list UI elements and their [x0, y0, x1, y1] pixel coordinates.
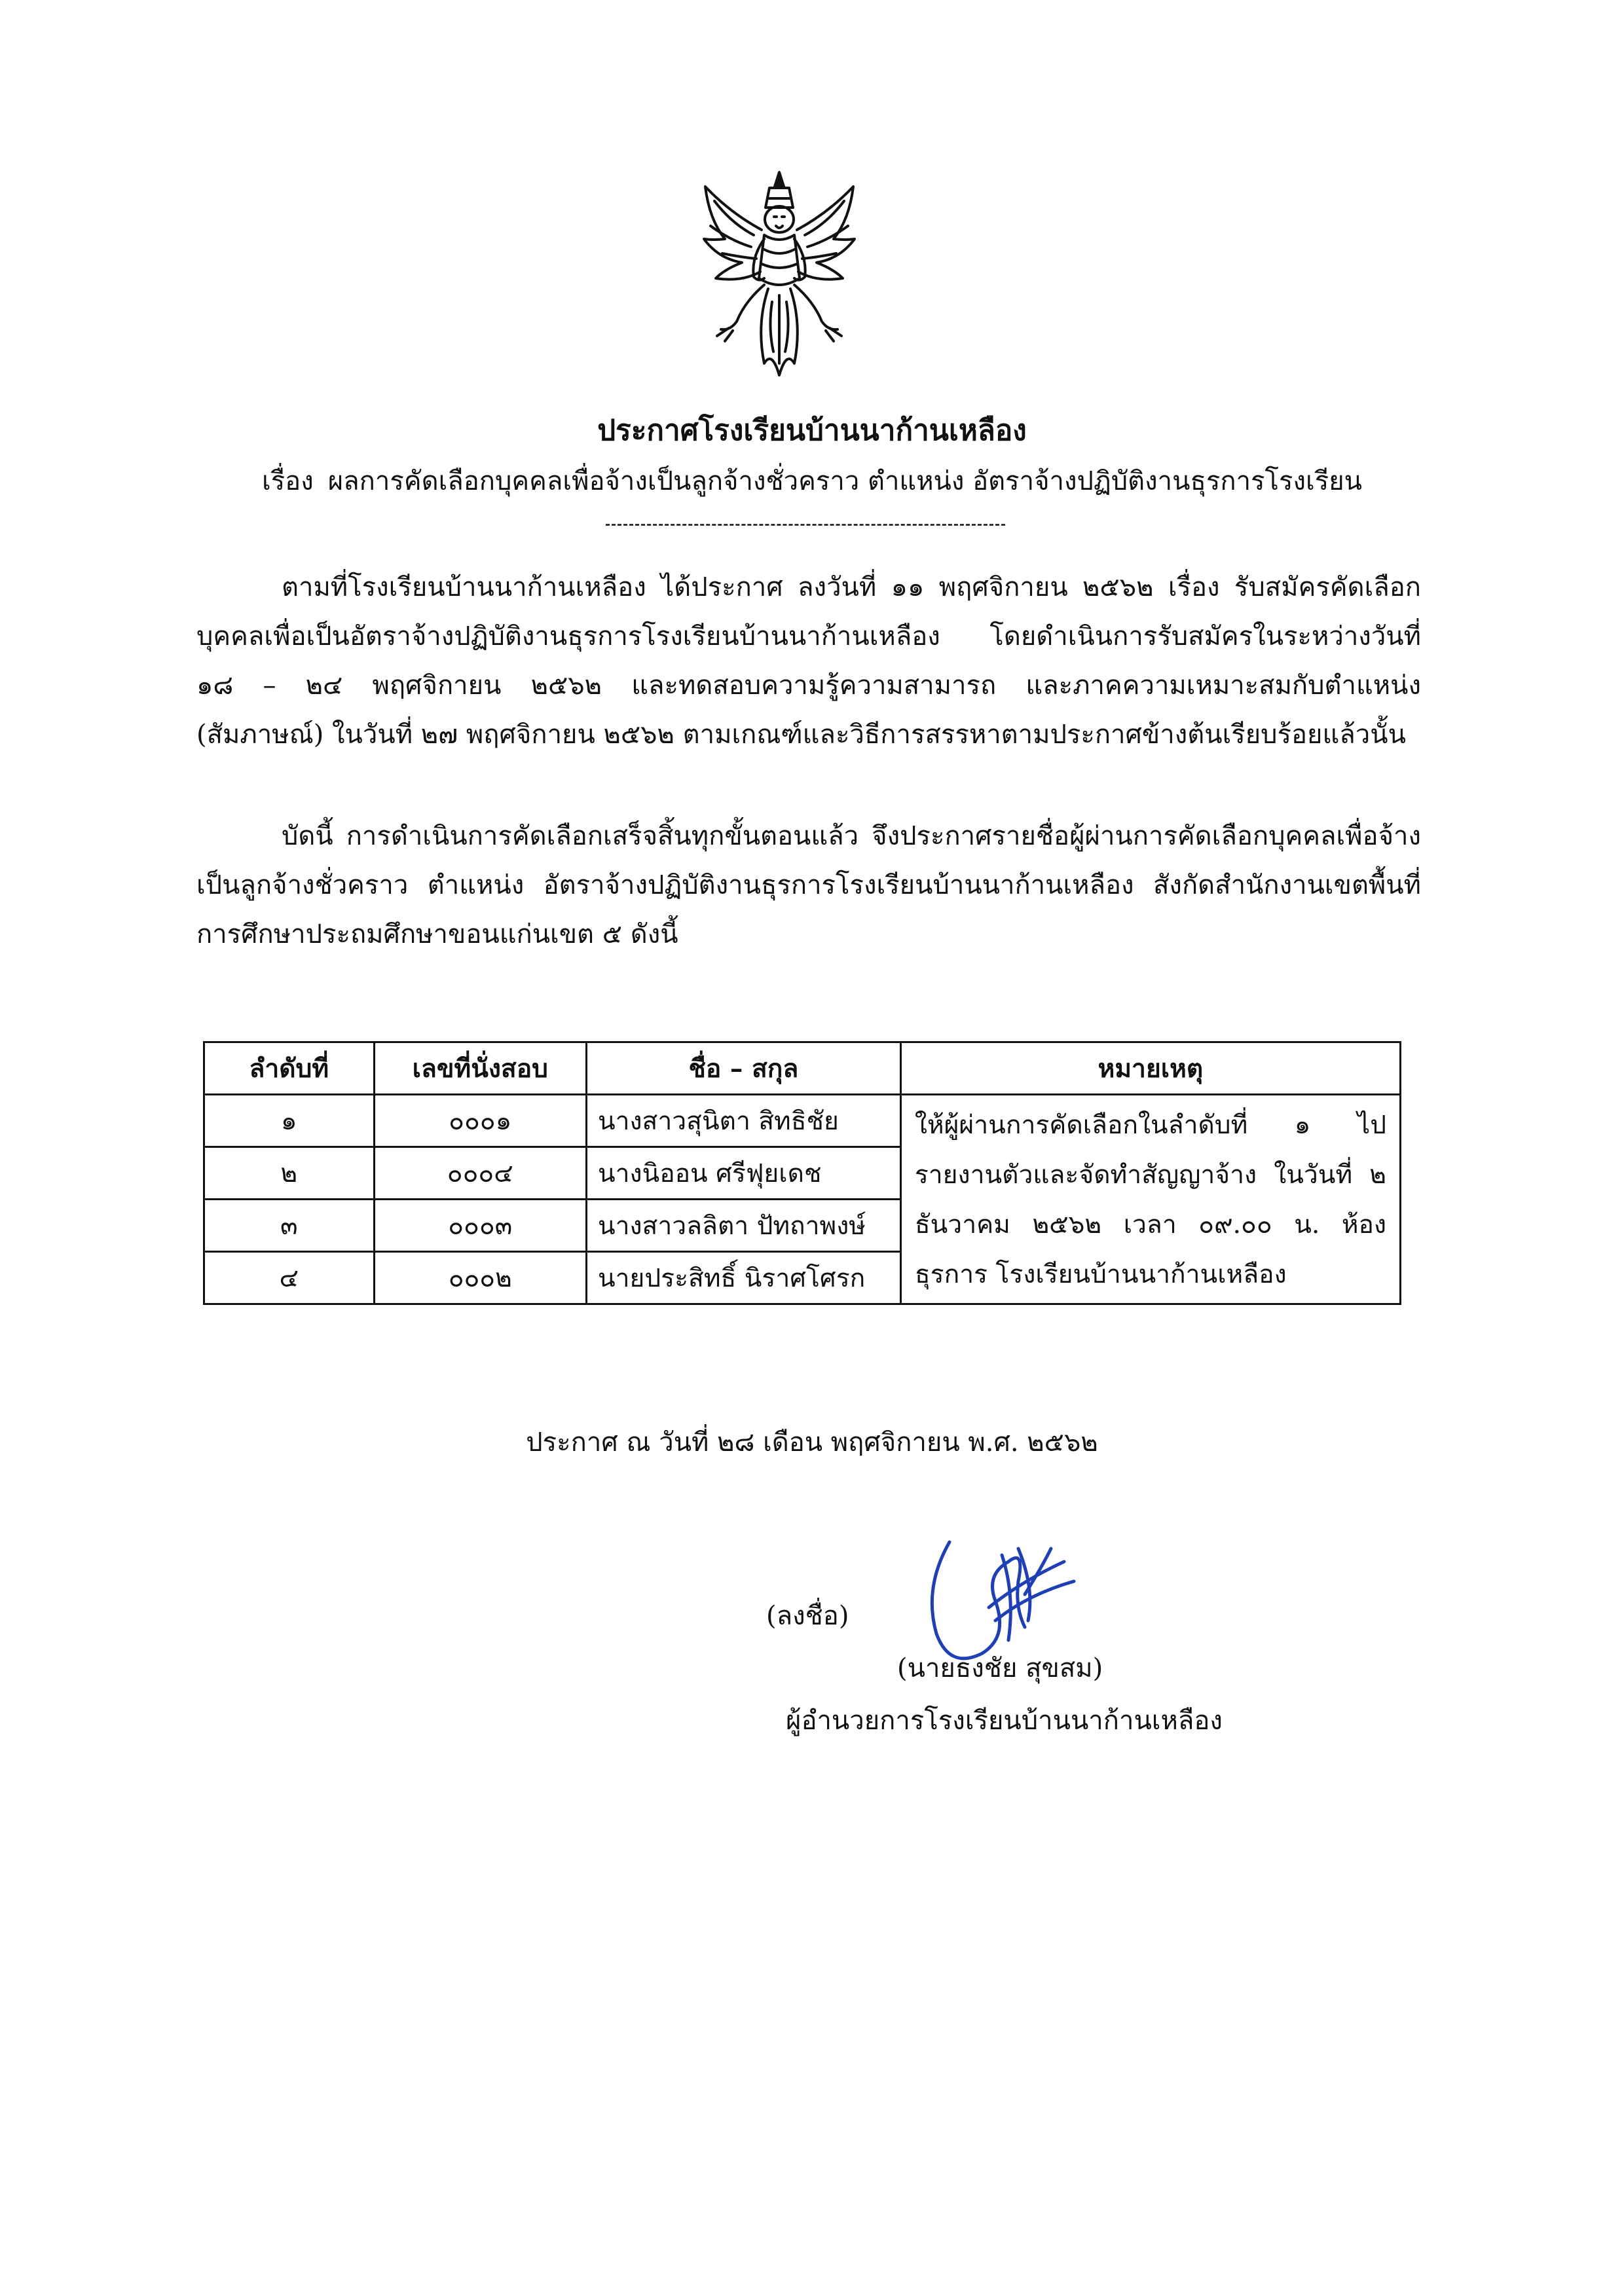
signature-label: (ลงชื่อ)	[766, 1601, 849, 1631]
body-paragraph-1	[196, 563, 1421, 760]
signatory-position: ผู้อำนวยการโรงเรียนบ้านนาก้านเหลือง	[786, 1706, 1223, 1736]
body-paragraph-2	[196, 812, 1421, 959]
cell-order: ๔	[204, 1252, 375, 1304]
header-full-name: ชื่อ – สกุล	[586, 1042, 900, 1095]
cell-full-name: นางนิออน ศรีฟุยเดช	[586, 1147, 900, 1200]
table-row	[204, 1095, 1401, 1147]
subject-line	[196, 460, 1428, 502]
cell-seat-number: ๐๐๐๔	[374, 1147, 586, 1200]
cell-order: ๑	[204, 1095, 375, 1147]
header-order: ลำดับที่	[204, 1042, 375, 1095]
cell-order: ๓	[204, 1200, 375, 1252]
header-remark: หมายเหตุ	[900, 1042, 1400, 1095]
cell-seat-number: ๐๐๐๒	[374, 1252, 586, 1304]
table-header-row	[204, 1042, 1401, 1095]
subject-label: เรื่อง	[262, 466, 314, 496]
cell-seat-number: ๐๐๐๑	[374, 1095, 586, 1147]
paragraph-2-text: บัดนี้ การดำเนินการคัดเลือกเสร็จสิ้นทุกขั้นตอนแล้ว จึงประกาศรายชื่อผู้ผ่านการคัดเลือกบุคคลเพื่อจ้างเป็นลูกจ้างชั่วคราว ตำแหน่ง อัตราจ้างปฏิบัติงานธุรการโรงเรียนบ้านนาก้านเหลือง สังกัดสำนักงานเขตพื้นที่การศึกษาประถมศึกษาขอนแก่นเขต ๕ ดังนี้	[196, 821, 1421, 949]
cell-seat-number: ๐๐๐๓	[374, 1200, 586, 1252]
results-table	[203, 1041, 1401, 1305]
cell-full-name: นางสาวลลิตา ปัทถาพงษ์	[586, 1200, 900, 1252]
paragraph-1-text: ตามที่โรงเรียนบ้านนาก้านเหลือง ได้ประกาศ ลงวันที่ ๑๑ พฤศจิกายน ๒๕๖๒ เรื่อง รับสมัครคัดเลือกบุคคลเพื่อเป็นอัตราจ้างปฏิบัติงานธุรการโรงเรียนบ้านนาก้านเหลือง โดยดำเนินการรับสมัครในระหว่างวันที่ ๑๘ – ๒๔ พฤศจิกายน ๒๕๖๒ และทดสอบความรู้ความสามารถ และภาคความเหมาะสมกับตำแหน่ง (สัมภาษณ์) ในวันที่ ๒๗ พฤศจิกายน ๒๕๖๒ ตามเกณฑ์และวิธีการสรรหาตามประกาศข้างต้นเรียบร้อยแล้วนั้น	[196, 572, 1421, 750]
header-seat-number: เลขที่นั่งสอบ	[374, 1042, 586, 1095]
cell-remark: ให้ผู้ผ่านการคัดเลือกในลำดับที่ ๑ ไปรายงานตัวและจัดทำสัญญาจ้าง ในวันที่ ๒ ธันวาคม ๒๕๖๒ เวลา ๐๙.๐๐ น. ห้องธุรการ โรงเรียนบ้านนาก้านเหลือง	[900, 1095, 1400, 1304]
cell-order: ๒	[204, 1147, 375, 1200]
dashed-divider	[606, 524, 1005, 526]
garuda-emblem-icon	[691, 167, 868, 383]
document-title: ประกาศโรงเรียนบ้านนาก้านเหลือง	[597, 414, 1027, 447]
subject-text: ผลการคัดเลือกบุคคลเพื่อจ้างเป็นลูกจ้างชั่วคราว ตำแหน่ง อัตราจ้างปฏิบัติงานธุรการโรงเรียน	[327, 466, 1362, 496]
cell-full-name: นางสาวสุนิตา สิทธิชัย	[586, 1095, 900, 1147]
announcement-date: ประกาศ ณ วันที่ ๒๘ เดือน พฤศจิกายน พ.ศ. ๒๕๖๒	[526, 1427, 1098, 1458]
cell-full-name: นายประสิทธิ์ นิราศโศรก	[586, 1252, 900, 1304]
signatory-name: (นายธงชัย สุขสม)	[897, 1653, 1103, 1683]
